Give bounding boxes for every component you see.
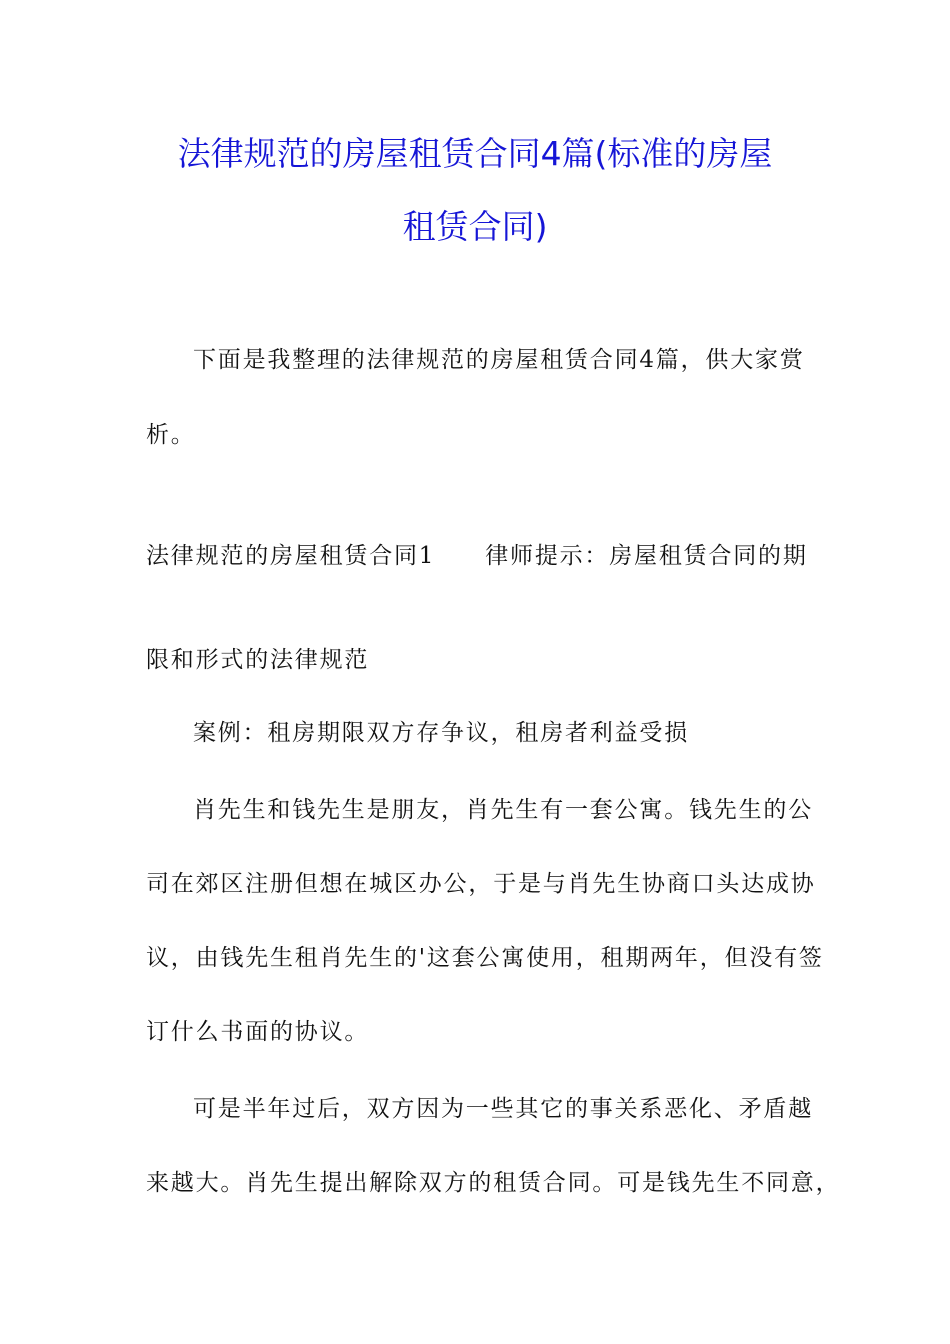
paragraph2-line-1: 可是半年过后，双方因为一些其它的事关系恶化、矛盾越: [193, 1096, 813, 1122]
document-title-line-1: 法律规范的房屋租赁合同4篇(标准的房屋: [177, 134, 773, 173]
paragraph1-line-3: 议，由钱先生租肖先生的'这套公寓使用，租期两年，但没有签: [146, 945, 824, 971]
paragraph1-line-4: 订什么书面的协议。: [146, 1019, 370, 1045]
intro-line-2: 析。: [146, 422, 196, 448]
paragraph2-line-2: 来越大。肖先生提出解除双方的租赁合同。可是钱先生不同意，: [146, 1170, 841, 1196]
document-title-line-2: 租赁合同): [402, 207, 548, 246]
paragraph1-line-2: 司在郊区注册但想在城区办公，于是与肖先生协商口头达成协: [146, 871, 816, 897]
case-line: 案例：租房期限双方存争议，租房者利益受损: [193, 720, 689, 746]
section-heading-line: [146, 541, 808, 571]
lawyer-tip-line-1: 律师提示：房屋租赁合同的期: [485, 543, 808, 569]
intro-line-1: 下面是我整理的法律规范的房屋租赁合同4篇，供大家赏: [193, 347, 805, 373]
section-heading: 法律规范的房屋租赁合同1: [146, 543, 436, 569]
lawyer-tip-line-2: 限和形式的法律规范: [146, 647, 370, 673]
paragraph1-line-1: 肖先生和钱先生是朋友，肖先生有一套公寓。钱先生的公: [193, 797, 813, 823]
